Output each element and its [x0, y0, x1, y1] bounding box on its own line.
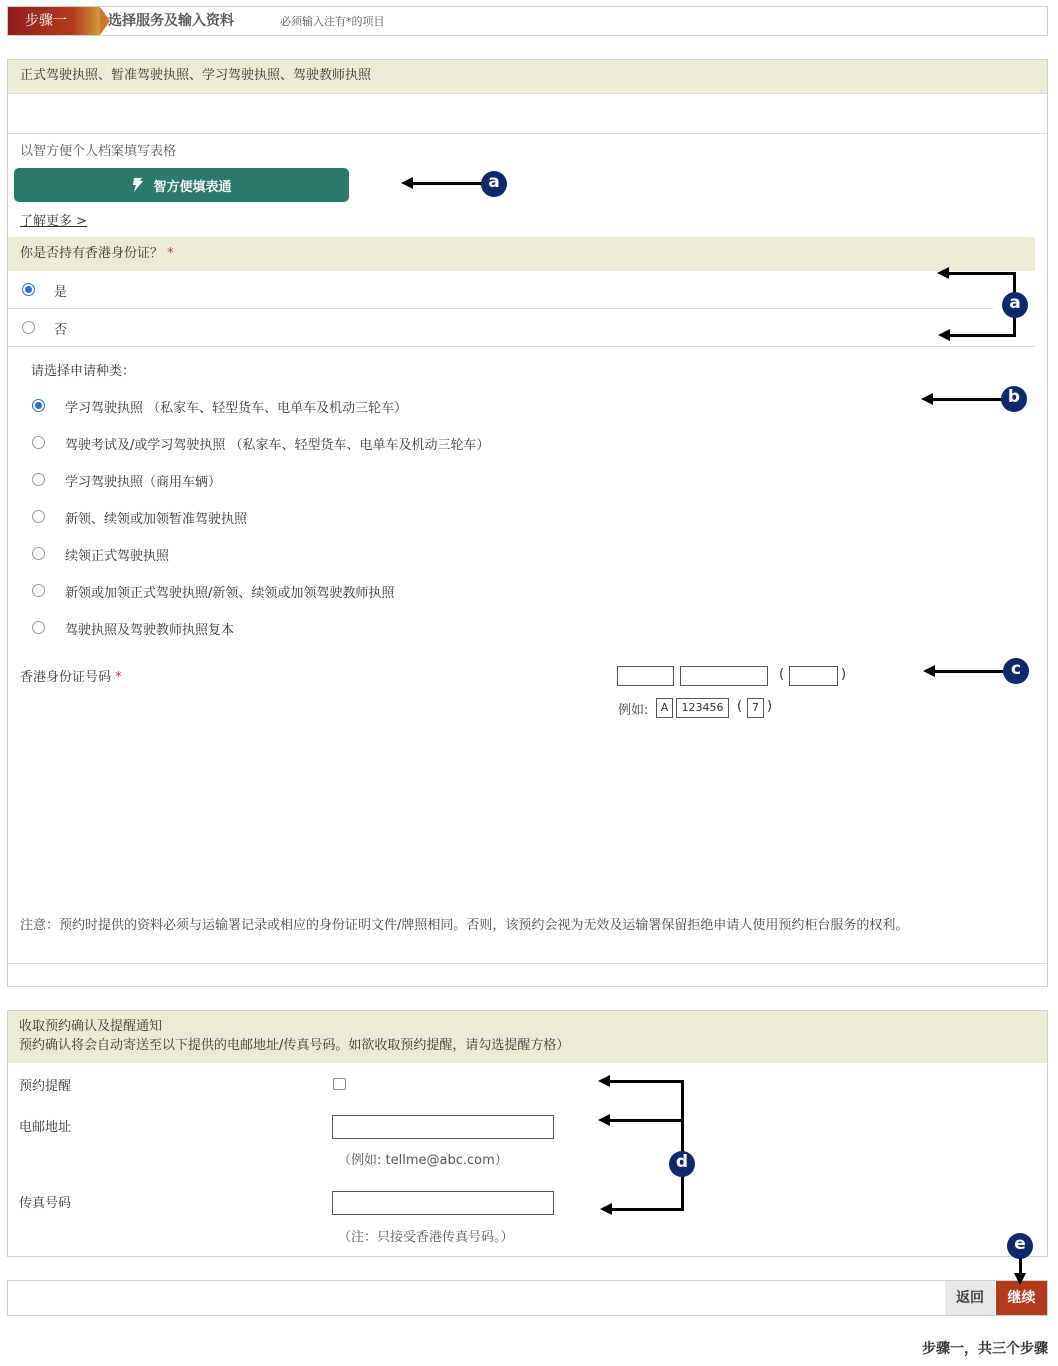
close-paren: ) — [841, 667, 847, 682]
hkid-yes-label: 是 — [54, 285, 68, 300]
hkid-digits-input[interactable] — [680, 666, 768, 686]
hkid-check-digit-input[interactable] — [789, 666, 838, 686]
arrow-line — [611, 1208, 684, 1211]
arrow-line — [932, 398, 1002, 401]
notification-panel — [7, 1010, 1048, 1257]
callout-d: d — [669, 1151, 695, 1177]
reminder-checkbox[interactable] — [333, 1078, 346, 1090]
spacer-bar — [8, 94, 1047, 134]
step-title: 选择服务及输入资料 — [108, 13, 234, 29]
callout-c: c — [1003, 658, 1029, 684]
hkid-number-label-row — [20, 666, 122, 685]
divider — [8, 308, 993, 309]
app-type-radio-5[interactable] — [32, 547, 45, 560]
main-form-panel — [7, 59, 1048, 987]
reminder-label: 预约提醒 — [19, 1079, 72, 1094]
arrow-line — [949, 334, 1016, 337]
arrow-line — [934, 670, 1004, 673]
learn-more-link[interactable]: 了解更多 > — [20, 214, 88, 229]
hkid-no-label: 否 — [54, 323, 68, 338]
app-type-label-6: 新领或加领正式驾驶执照/新领、续领或加领驾驶教师执照 — [65, 586, 395, 601]
arrow-line — [609, 1080, 684, 1083]
app-type-radio-4[interactable] — [32, 510, 45, 523]
app-type-radio-7[interactable] — [32, 621, 45, 634]
example-close-paren: ) — [767, 699, 773, 714]
callout-b: b — [1001, 386, 1027, 412]
required-mark: * — [115, 670, 122, 685]
arrow-line — [609, 1119, 684, 1122]
arrow-line — [412, 182, 482, 185]
required-mark: * — [167, 246, 174, 261]
notice-text: 注意：预约时提供的资料必须与运输署记录或相应的身份证明文件/牌照相同。否则，该预约会视为无效及运输署保留拒绝申请人使用预约柜台服务的权利。 — [20, 918, 909, 933]
step-header — [7, 6, 1048, 36]
app-type-label-7: 驾驶执照及驾驶教师执照复本 — [65, 623, 235, 638]
callout-a-radio: a — [1002, 292, 1028, 318]
hkid-prefix-input[interactable] — [617, 666, 674, 686]
notification-header — [8, 1011, 1047, 1063]
divider — [8, 346, 1035, 347]
fax-hint: （注：只接受香港传真号码。） — [338, 1230, 514, 1245]
open-paren: ( — [779, 667, 785, 682]
example-label: 例如: — [618, 703, 649, 718]
example-open-paren: ( — [737, 699, 743, 714]
example-check-digit: 7 — [747, 698, 764, 718]
fax-input[interactable] — [332, 1191, 554, 1215]
arrow-line — [1013, 272, 1016, 294]
licence-types-bar: 正式驾驶执照、暂准驾驶执照、学习驾驶执照、驾驶教师执照 — [8, 60, 1047, 94]
app-type-radio-1[interactable] — [32, 399, 45, 412]
application-type-label: 请选择申请种类： — [31, 364, 136, 379]
required-note: 必须输入注有*的项目 — [280, 15, 385, 28]
email-label: 电邮地址 — [19, 1120, 72, 1135]
arrow-line — [681, 1080, 684, 1152]
callout-e: e — [1007, 1233, 1033, 1259]
app-type-radio-3[interactable] — [32, 473, 45, 486]
arrow-line — [948, 272, 1015, 275]
arrow-line — [1019, 1258, 1022, 1274]
email-input[interactable] — [332, 1115, 554, 1139]
app-type-radio-2[interactable] — [32, 436, 45, 449]
app-type-label-3: 学习驾驶执照（商用车辆） — [65, 475, 222, 490]
hkid-number-label: 香港身份证号码 — [20, 670, 112, 685]
app-type-label-1: 学习驾驶执照 （私家车、轻型货车、电单车及机动三轮车） — [65, 401, 408, 416]
app-type-label-4: 新领、续领或加领暂准驾驶执照 — [65, 512, 248, 527]
step-badge: 步骤一 — [8, 7, 100, 35]
app-type-label-5: 续领正式驾驶执照 — [65, 549, 170, 564]
app-type-radio-6[interactable] — [32, 584, 45, 597]
callout-a: a — [481, 171, 507, 197]
fax-label: 传真号码 — [19, 1196, 72, 1211]
notification-title: 收取预约确认及提醒通知 — [19, 1019, 163, 1034]
hkid-question-bar — [8, 237, 1035, 271]
step-count: 步骤一，共三个步骤 — [922, 1341, 1048, 1357]
arrow-line — [681, 1176, 684, 1210]
iam-smart-icon — [131, 177, 145, 193]
hkid-yes-radio[interactable] — [22, 283, 35, 296]
continue-button[interactable]: 继续 — [996, 1281, 1047, 1315]
iam-smart-button-label: 智方便填表通 — [153, 179, 232, 195]
example-prefix: A — [656, 698, 673, 718]
arrow-down-icon — [1014, 1273, 1026, 1285]
divider — [8, 963, 1047, 964]
iam-smart-label: 以智方便个人档案填写表格 — [20, 144, 177, 159]
back-button[interactable]: 返回 — [945, 1281, 995, 1315]
hkid-question-label: 你是否持有香港身份证？ — [20, 246, 164, 261]
email-hint: （例如: tellme@abc.com） — [338, 1153, 508, 1168]
action-bar — [7, 1280, 1048, 1316]
example-digits: 123456 — [676, 698, 729, 718]
hkid-no-radio[interactable] — [22, 321, 35, 334]
notification-description: 预约确认将会自动寄送至以下提供的电邮地址/传真号码。如欲收取预约提醒，请勾选提醒方格） — [19, 1038, 570, 1053]
iam-smart-button[interactable] — [14, 168, 349, 202]
app-type-label-2: 驾驶考试及/或学习驾驶执照 （私家车、轻型货车、电单车及机动三轮车） — [65, 438, 490, 453]
